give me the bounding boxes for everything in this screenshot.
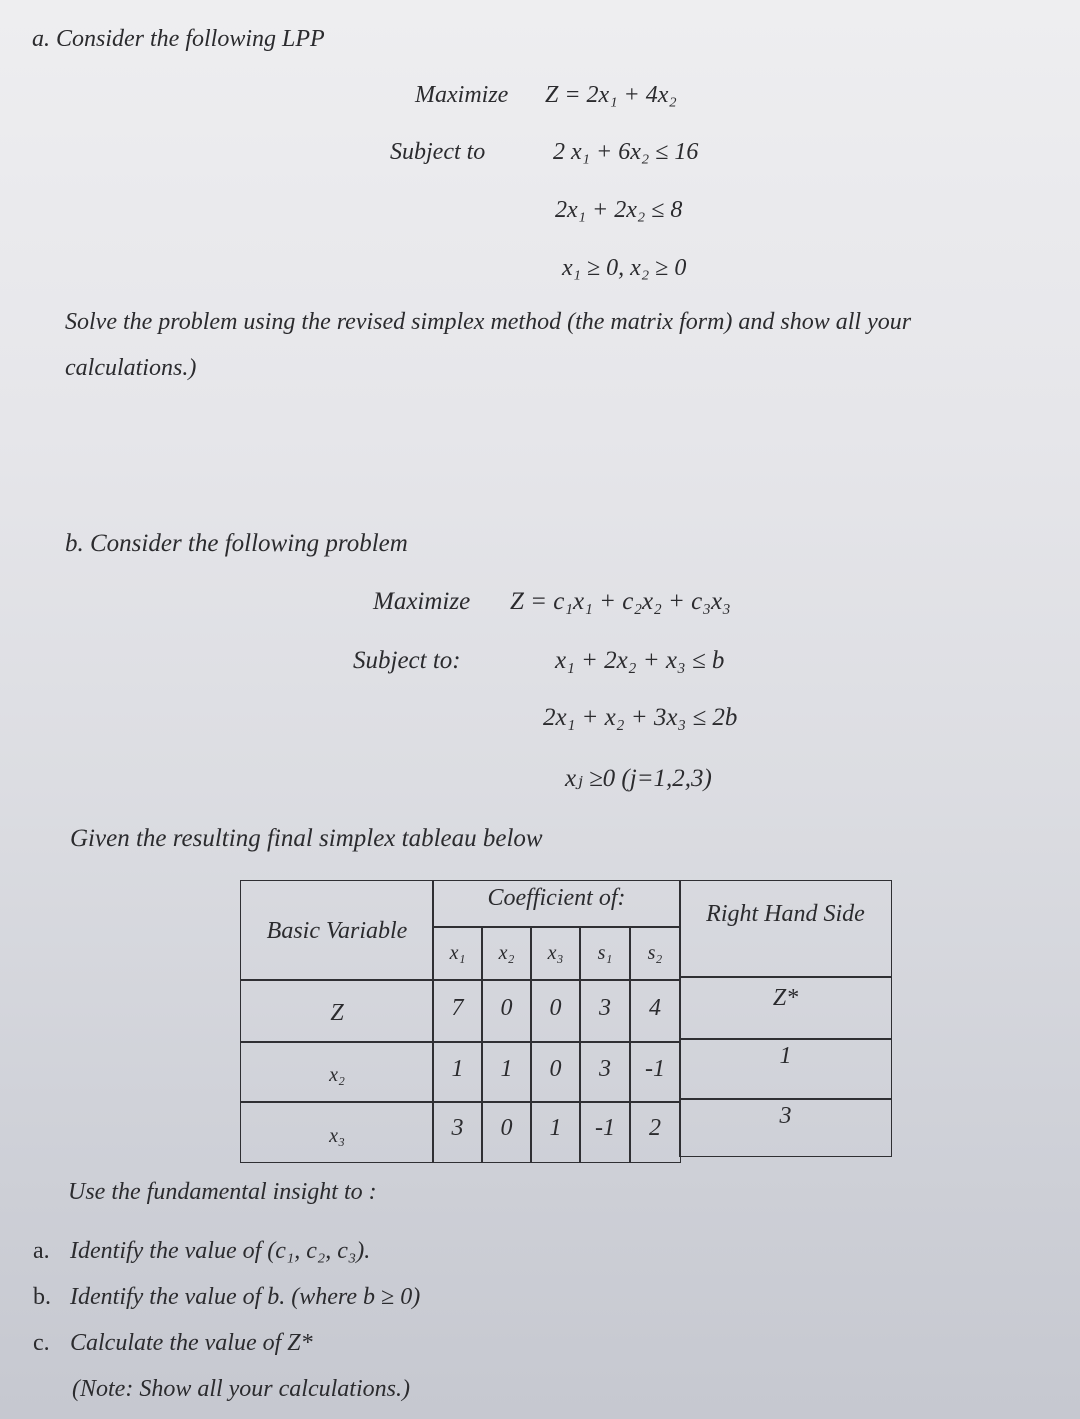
final-simplex-tableau	[240, 880, 892, 1163]
row-x3-s1: -1	[579, 1101, 631, 1163]
column-header-s1: s₁	[579, 926, 631, 981]
row-x2-x1: 1	[432, 1041, 483, 1103]
row-x2-basic: x₂	[240, 1041, 434, 1103]
question-c-text: Calculate the value of Z*	[70, 1330, 313, 1356]
note-text: (Note: Show all your calculations.)	[72, 1376, 410, 1402]
question-c-letter: c.	[33, 1330, 50, 1356]
column-header-s2: s₂	[629, 926, 681, 981]
question-a-letter: a.	[33, 1238, 50, 1264]
column-header-x2: x₂	[481, 926, 532, 981]
row-z-x3: 0	[530, 979, 581, 1043]
part-b-maximize-label: Maximize	[373, 588, 471, 615]
part-a-instruction-line-2: calculations.)	[65, 355, 197, 381]
part-b-given-text: Given the resulting final simplex tableau below	[70, 825, 543, 852]
part-b-header: b. Consider the following problem	[65, 530, 408, 557]
row-x2-s1: 3	[579, 1041, 631, 1103]
question-b-letter: b.	[33, 1284, 51, 1310]
row-z-x2: 0	[481, 979, 532, 1043]
question-a-text: Identify the value of (c₁, c₂, c₃).	[70, 1238, 371, 1264]
row-z-rhs: Z*	[679, 976, 892, 1040]
row-z-s2: 4	[629, 979, 681, 1043]
row-x2-x3: 0	[530, 1041, 581, 1103]
row-x3-s2: 2	[629, 1101, 681, 1163]
row-x3-x1: 3	[432, 1101, 483, 1163]
part-a-constraint-2: 2x₁ + 2x₂ ≤ 8	[555, 197, 683, 223]
row-x3-basic: x₃	[240, 1101, 434, 1163]
question-b-text: Identify the value of b. (where b ≥ 0)	[70, 1284, 421, 1310]
part-a-objective: Z = 2x₁ + 4x₂	[545, 82, 677, 108]
row-z-x1: 7	[432, 979, 483, 1043]
row-x2-x2: 1	[481, 1041, 532, 1103]
part-a-maximize-label: Maximize	[415, 82, 509, 108]
part-b-objective: Z = c₁x₁ + c₂x₂ + c₃x₃	[510, 588, 731, 615]
use-insight-text: Use the fundamental insight to :	[68, 1179, 377, 1205]
column-header-x3: x₃	[530, 926, 581, 981]
header-coefficient-of: Coefficient of:	[432, 880, 681, 928]
part-b-nonnegativity: xⱼ ≥0 (j=1,2,3)	[565, 765, 712, 792]
row-x3-x2: 0	[481, 1101, 532, 1163]
row-z-s1: 3	[579, 979, 631, 1043]
row-x2-s2: -1	[629, 1041, 681, 1103]
part-a-header: a. Consider the following LPP	[32, 26, 325, 52]
row-x2-rhs: 1	[679, 1038, 892, 1100]
header-right-hand-side: Right Hand Side	[679, 880, 892, 978]
part-a-subject-label: Subject to	[390, 139, 486, 165]
part-a-nonnegativity: x₁ ≥ 0, x₂ ≥ 0	[562, 255, 687, 281]
row-x3-x3: 1	[530, 1101, 581, 1163]
part-b-subject-label: Subject to:	[353, 647, 461, 674]
column-header-x1: x₁	[432, 926, 483, 981]
part-a-instruction-line-1: Solve the problem using the revised simplex method (the matrix form) and show all your	[65, 309, 912, 335]
row-x3-rhs: 3	[679, 1098, 892, 1157]
row-z-basic: Z	[240, 979, 434, 1043]
part-b-constraint-2: 2x₁ + x₂ + 3x₃ ≤ 2b	[543, 704, 738, 731]
part-b-constraint-1: x₁ + 2x₂ + x₃ ≤ b	[555, 647, 725, 674]
header-basic-variable: Basic Variable	[240, 880, 434, 981]
part-a-constraint-1: 2 x₁ + 6x₂ ≤ 16	[553, 139, 699, 165]
